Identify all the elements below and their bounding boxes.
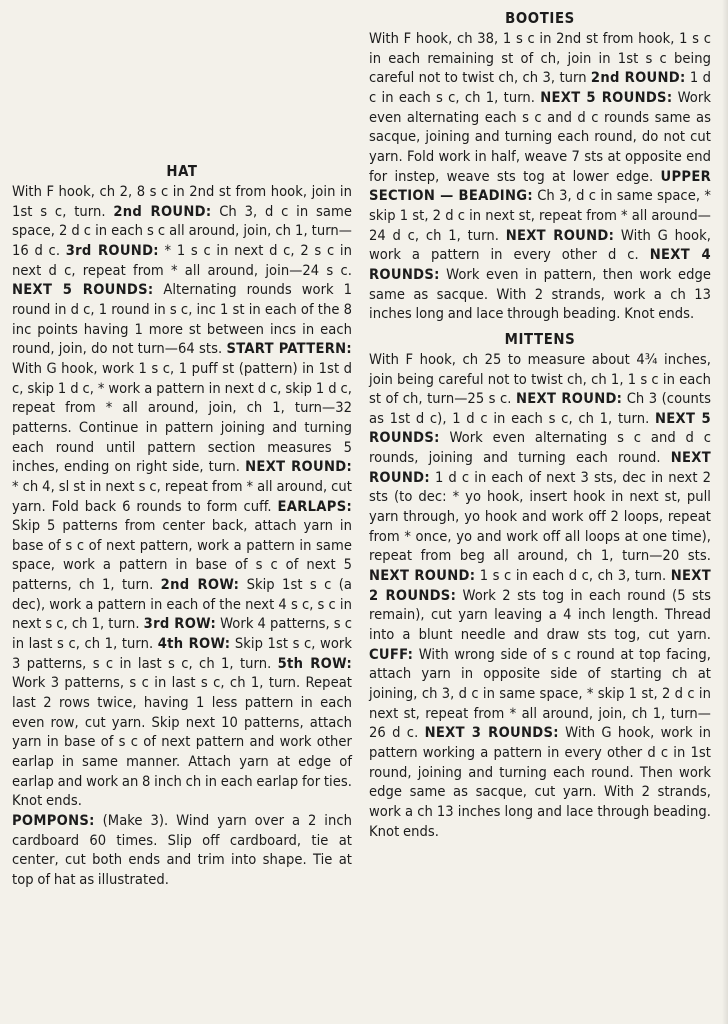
booties-mittens-instructions [369, 9, 711, 841]
booties-heading: BOOTIES [505, 10, 575, 27]
step-label: NEXT 3 ROUNDS: [424, 724, 559, 742]
instruction-text: Work 3 patterns, s c in last s c, ch 1, turn. Repeat last 2 rows twice, having 1 less pattern in each even row, cut yarn. Skip next 10 patterns, attach yarn in base of s c of next pattern and work other earlap in same manner. Attach yarn at edge of earlap and work an 8 inch ch in each earlap for ties. Knot ends. [12, 674, 352, 810]
right.sections.0.paragraphs-paragraph [369, 29, 711, 324]
instruction-text: Work 2 sts tog in each round (5 sts remain), cut yarn leaving a 4 inch length. Thread into a blunt needle and draw sts tog, cut yarn. [369, 586, 711, 644]
step-label: NEXT 5 ROUNDS: [369, 409, 711, 447]
step-label: 4th ROW: [157, 635, 231, 653]
step-label: NEXT ROUND: [245, 458, 353, 476]
step-label: NEXT ROUND: [516, 390, 623, 408]
instruction-text: With F hook, ch 25 to measure about 4¾ inches, join being careful not to twist ch, ch 1, 1 s c in each st of ch, turn—25 s c. [369, 350, 711, 408]
step-label: CUFF: [369, 645, 414, 663]
instruction-text: 1 s c in each d c, ch 3, turn. [475, 567, 671, 585]
step-label: NEXT ROUND: [369, 449, 711, 486]
instruction-text: With G hook, work 1 s c, 1 puff st (pattern) in 1st d c, skip 1 d c, * work a pattern in next d c, skip 1 d c, repeat from * all around, join, ch 1, turn—32 patterns. Continue in pattern joining and turning each round until pattern section measures 5 inches, ending on right side, turn. [12, 359, 352, 476]
instruction-text: Work even alternating each s c and d c rounds same as sacque, joining and turning each round, do not cut yarn. Fold work in half, weave 7 sts at opposite end for instep, weave sts tog at lower edge. [369, 88, 711, 185]
instruction-text: Ch 3 (counts as 1st d c), 1 d c in each s c, ch 1, turn. [369, 390, 711, 427]
left.paragraphs-paragraph [12, 811, 352, 890]
instruction-text: 1 d c in each of next 3 sts, dec in next 2 sts (to dec: * yo hook, insert hook in next st, pull yarn through, yo hook and work off 2 loops, repeat from * once, yo and work off all loops at one time), repeat from beg all around, ch 1, turn—20 sts. [369, 468, 711, 565]
left-column [12, 162, 352, 890]
step-label: UPPER SECTION — BEADING: [369, 167, 711, 205]
instruction-text: With wrong side of s c round at top facing, attach yarn in opposite side of starting ch at joining, ch 3, d c in same space, * skip 1 st, 2 d c in next st, repeat from * all around, join, ch 1, turn—26 d c. [369, 645, 711, 742]
instruction-text: Ch 3, d c in same space, 2 d c in each s c all around, join, ch 1, turn—16 d c. [12, 202, 352, 259]
step-label: NEXT ROUND: [369, 567, 476, 585]
hat-instructions [12, 182, 352, 890]
step-label: 2nd ROUND: [113, 202, 212, 220]
instruction-text: Ch 3, d c in same space, * skip 1 st, 2 d c in next st, repeat from * all around—24 d c, ch 1, turn. [369, 187, 711, 244]
step-label: POMPONS: [12, 812, 95, 829]
instruction-text: Skip 1st s c (a dec), work a pattern in each of the next 4 s c, s c in next s c, ch 1, turn. [12, 576, 352, 633]
instruction-text: * ch 4, sl st in next s c, repeat from * all around, cut yarn. Fold back 6 rounds to form cuff. [12, 477, 352, 515]
instruction-text: Work even in pattern, then work edge same as sacque. With 2 strands, work a ch 13 inches long and lace through beading. Knot ends. [369, 265, 711, 323]
step-label: 5th ROW: [277, 654, 352, 672]
step-label: 3rd ROUND: [65, 241, 159, 259]
step-label: START PATTERN: [226, 340, 352, 358]
hat-heading: HAT [166, 163, 198, 180]
right.sections.1.paragraphs-paragraph [369, 350, 711, 841]
step-label: EARLAPS: [277, 497, 352, 515]
step-label: 3rd ROW: [143, 615, 217, 633]
step-label: NEXT 2 ROUNDS: [369, 567, 711, 604]
mittens-heading: MITTENS [504, 330, 576, 348]
instruction-text: With F hook, ch 2, 8 s c in 2nd st from hook, join in 1st s c, turn. [12, 183, 352, 220]
instruction-text: Skip 1st s c, work 3 patterns, s c in last s c, ch 1, turn. [12, 635, 352, 672]
instruction-text: * 1 s c in next d c, 2 s c in next d c, repeat from * all around, join—24 s c. [12, 241, 352, 279]
step-label: NEXT 5 ROUNDS: [540, 88, 673, 106]
instruction-text: Work even alternating s c and d c rounds, joining and turning each round. [369, 429, 711, 467]
mittens-instructions [369, 350, 711, 841]
instruction-text: Skip 5 patterns from center back, attach yarn in base of s c of next pattern, work a pattern in same space, work a pattern in base of s c of next 5 patterns, ch 1, turn. [12, 517, 352, 594]
instruction-text: (Make 3). Wind yarn over a 2 inch cardboard 60 times. Slip off cardboard, tie at center, cut both ends and trim into shape. Tie at top of hat as illustrated. [12, 812, 352, 888]
booties-instructions [369, 29, 711, 324]
step-label: 2nd ROUND: [590, 69, 686, 87]
step-label: NEXT ROUND: [505, 226, 615, 244]
right-column [369, 9, 711, 841]
step-label: NEXT 5 ROUNDS: [12, 281, 154, 299]
instruction-text: Alternating rounds work 1 round in d c, 1 round in s c, inc 1 st in each of the 8 inc points having 1 more st between incs in each round, join, do not turn—64 sts. [12, 281, 352, 358]
step-label: NEXT 4 ROUNDS: [369, 246, 711, 283]
instruction-text: With F hook, ch 38, 1 s c in 2nd st from hook, 1 s c in each remaining st of ch, join in 1st s c being careful not to twist ch, ch 3, turn [369, 30, 711, 87]
left.paragraphs-paragraph [12, 182, 352, 811]
instruction-text: 1 d c in each s c, ch 1, turn. [369, 69, 711, 106]
page-edge-shadow [722, 0, 728, 1024]
instruction-text: With G hook, work in pattern working a pattern in every other d c in 1st round, joining and turning each round. Then work edge same as sacque, cut yarn. With 2 strands, work a ch 13 inches long and lace through beading. Knot ends. [369, 724, 711, 840]
instruction-text: Work 4 patterns, s c in last s c, ch 1, turn. [12, 615, 352, 653]
instruction-text: With G hook, work a pattern in every other d c. [369, 226, 711, 264]
step-label: 2nd ROW: [160, 576, 240, 594]
